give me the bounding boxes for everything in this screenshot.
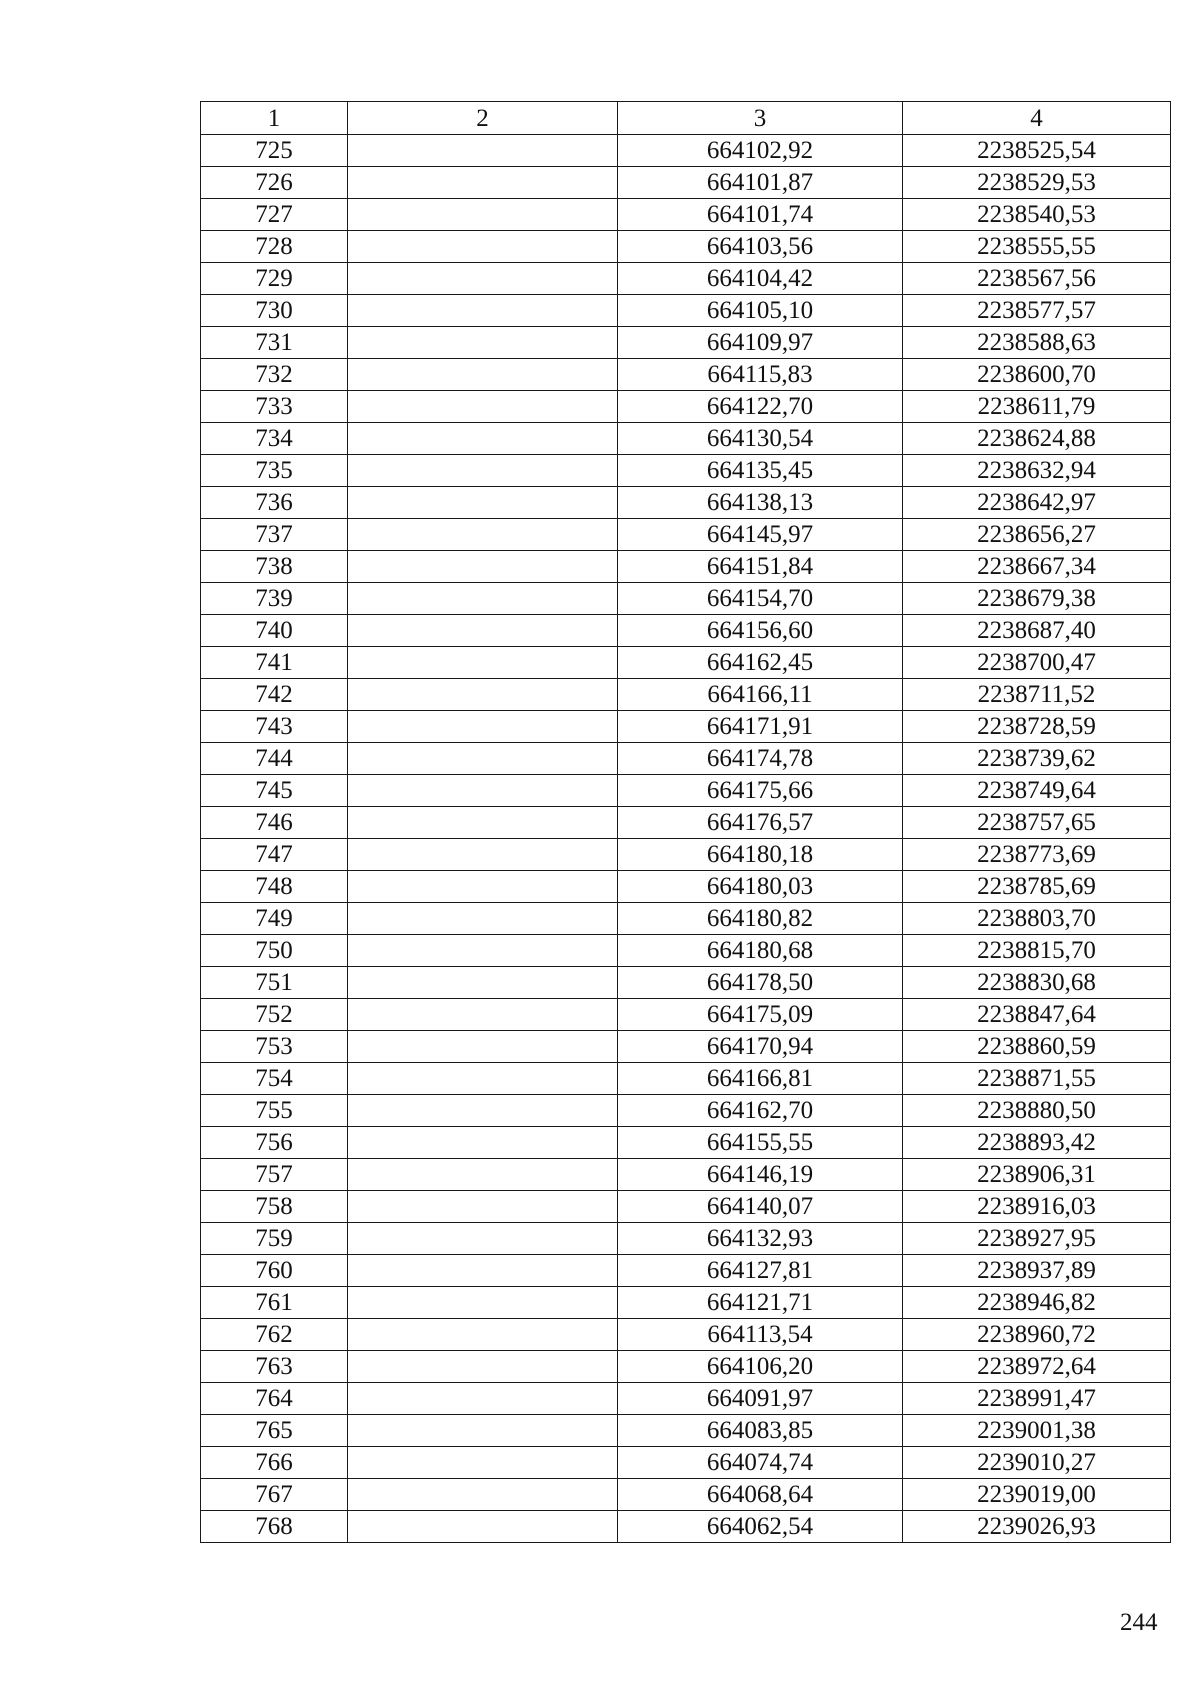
y-coordinate-cell: 2239001,38 bbox=[903, 1415, 1171, 1447]
table-row bbox=[201, 967, 1171, 999]
description-cell bbox=[348, 1159, 618, 1191]
table-row bbox=[201, 391, 1171, 423]
point-number-cell: 740 bbox=[201, 615, 348, 647]
description-cell bbox=[348, 231, 618, 263]
description-cell bbox=[348, 1127, 618, 1159]
point-number-cell: 748 bbox=[201, 871, 348, 903]
table-row bbox=[201, 807, 1171, 839]
y-coordinate-cell: 2238906,31 bbox=[903, 1159, 1171, 1191]
description-cell bbox=[348, 455, 618, 487]
x-coordinate-cell: 664104,42 bbox=[618, 263, 903, 295]
point-number-cell: 729 bbox=[201, 263, 348, 295]
y-coordinate-cell: 2238667,34 bbox=[903, 551, 1171, 583]
description-cell bbox=[348, 423, 618, 455]
table-row bbox=[201, 487, 1171, 519]
column-header-1: 1 bbox=[201, 102, 348, 135]
y-coordinate-cell: 2238847,64 bbox=[903, 999, 1171, 1031]
table-row bbox=[201, 743, 1171, 775]
point-number-cell: 743 bbox=[201, 711, 348, 743]
description-cell bbox=[348, 1063, 618, 1095]
table-row bbox=[201, 1287, 1171, 1319]
table-row bbox=[201, 135, 1171, 167]
x-coordinate-cell: 664062,54 bbox=[618, 1511, 903, 1543]
description-cell bbox=[348, 295, 618, 327]
description-cell bbox=[348, 871, 618, 903]
description-cell bbox=[348, 1287, 618, 1319]
description-cell bbox=[348, 615, 618, 647]
description-cell bbox=[348, 1447, 618, 1479]
x-coordinate-cell: 664138,13 bbox=[618, 487, 903, 519]
table-row bbox=[201, 1447, 1171, 1479]
x-coordinate-cell: 664180,03 bbox=[618, 871, 903, 903]
table-row bbox=[201, 423, 1171, 455]
point-number-cell: 737 bbox=[201, 519, 348, 551]
description-cell bbox=[348, 807, 618, 839]
description-cell bbox=[348, 935, 618, 967]
table-header bbox=[201, 102, 1171, 135]
point-number-cell: 730 bbox=[201, 295, 348, 327]
y-coordinate-cell: 2238785,69 bbox=[903, 871, 1171, 903]
description-cell bbox=[348, 487, 618, 519]
table-row bbox=[201, 1191, 1171, 1223]
description-cell bbox=[348, 1031, 618, 1063]
x-coordinate-cell: 664135,45 bbox=[618, 455, 903, 487]
table-row bbox=[201, 1351, 1171, 1383]
table-row bbox=[201, 295, 1171, 327]
y-coordinate-cell: 2239026,93 bbox=[903, 1511, 1171, 1543]
description-cell bbox=[348, 391, 618, 423]
table-row bbox=[201, 1031, 1171, 1063]
description-cell bbox=[348, 1511, 618, 1543]
y-coordinate-cell: 2238749,64 bbox=[903, 775, 1171, 807]
y-coordinate-cell: 2238927,95 bbox=[903, 1223, 1171, 1255]
y-coordinate-cell: 2238656,27 bbox=[903, 519, 1171, 551]
point-number-cell: 734 bbox=[201, 423, 348, 455]
description-cell bbox=[348, 551, 618, 583]
y-coordinate-cell: 2238860,59 bbox=[903, 1031, 1171, 1063]
point-number-cell: 735 bbox=[201, 455, 348, 487]
description-cell bbox=[348, 359, 618, 391]
x-coordinate-cell: 664091,97 bbox=[618, 1383, 903, 1415]
point-number-cell: 767 bbox=[201, 1479, 348, 1511]
table-row bbox=[201, 839, 1171, 871]
table-row bbox=[201, 615, 1171, 647]
description-cell bbox=[348, 1255, 618, 1287]
x-coordinate-cell: 664180,18 bbox=[618, 839, 903, 871]
y-coordinate-cell: 2238600,70 bbox=[903, 359, 1171, 391]
point-number-cell: 736 bbox=[201, 487, 348, 519]
y-coordinate-cell: 2239010,27 bbox=[903, 1447, 1171, 1479]
x-coordinate-cell: 664154,70 bbox=[618, 583, 903, 615]
point-number-cell: 759 bbox=[201, 1223, 348, 1255]
point-number-cell: 763 bbox=[201, 1351, 348, 1383]
y-coordinate-cell: 2238946,82 bbox=[903, 1287, 1171, 1319]
column-header-4: 4 bbox=[903, 102, 1171, 135]
x-coordinate-cell: 664178,50 bbox=[618, 967, 903, 999]
x-coordinate-cell: 664170,94 bbox=[618, 1031, 903, 1063]
y-coordinate-cell: 2238739,62 bbox=[903, 743, 1171, 775]
table-row bbox=[201, 519, 1171, 551]
point-number-cell: 765 bbox=[201, 1415, 348, 1447]
description-cell bbox=[348, 967, 618, 999]
point-number-cell: 731 bbox=[201, 327, 348, 359]
point-number-cell: 739 bbox=[201, 583, 348, 615]
x-coordinate-cell: 664156,60 bbox=[618, 615, 903, 647]
y-coordinate-cell: 2238687,40 bbox=[903, 615, 1171, 647]
table-row bbox=[201, 1479, 1171, 1511]
x-coordinate-cell: 664180,68 bbox=[618, 935, 903, 967]
x-coordinate-cell: 664140,07 bbox=[618, 1191, 903, 1223]
y-coordinate-cell: 2238711,52 bbox=[903, 679, 1171, 711]
description-cell bbox=[348, 1319, 618, 1351]
x-coordinate-cell: 664101,87 bbox=[618, 167, 903, 199]
description-cell bbox=[348, 519, 618, 551]
point-number-cell: 755 bbox=[201, 1095, 348, 1127]
x-coordinate-cell: 664106,20 bbox=[618, 1351, 903, 1383]
header-row bbox=[201, 102, 1171, 135]
x-coordinate-cell: 664166,11 bbox=[618, 679, 903, 711]
description-cell bbox=[348, 1383, 618, 1415]
table-row bbox=[201, 871, 1171, 903]
x-coordinate-cell: 664162,45 bbox=[618, 647, 903, 679]
x-coordinate-cell: 664127,81 bbox=[618, 1255, 903, 1287]
table-row bbox=[201, 935, 1171, 967]
point-number-cell: 758 bbox=[201, 1191, 348, 1223]
y-coordinate-cell: 2238529,53 bbox=[903, 167, 1171, 199]
x-coordinate-cell: 664115,83 bbox=[618, 359, 903, 391]
point-number-cell: 742 bbox=[201, 679, 348, 711]
table-row bbox=[201, 1255, 1171, 1287]
x-coordinate-cell: 664162,70 bbox=[618, 1095, 903, 1127]
point-number-cell: 766 bbox=[201, 1447, 348, 1479]
x-coordinate-cell: 664122,70 bbox=[618, 391, 903, 423]
table-row bbox=[201, 583, 1171, 615]
description-cell bbox=[348, 135, 618, 167]
description-cell bbox=[348, 1095, 618, 1127]
table-row bbox=[201, 1095, 1171, 1127]
point-number-cell: 750 bbox=[201, 935, 348, 967]
table-row bbox=[201, 327, 1171, 359]
description-cell bbox=[348, 263, 618, 295]
x-coordinate-cell: 664068,64 bbox=[618, 1479, 903, 1511]
table-row bbox=[201, 999, 1171, 1031]
y-coordinate-cell: 2239019,00 bbox=[903, 1479, 1171, 1511]
column-header-2: 2 bbox=[348, 102, 618, 135]
y-coordinate-cell: 2238893,42 bbox=[903, 1127, 1171, 1159]
table-row bbox=[201, 551, 1171, 583]
table-row bbox=[201, 1319, 1171, 1351]
y-coordinate-cell: 2238871,55 bbox=[903, 1063, 1171, 1095]
description-cell bbox=[348, 327, 618, 359]
point-number-cell: 751 bbox=[201, 967, 348, 999]
y-coordinate-cell: 2238679,38 bbox=[903, 583, 1171, 615]
point-number-cell: 738 bbox=[201, 551, 348, 583]
point-number-cell: 746 bbox=[201, 807, 348, 839]
y-coordinate-cell: 2238632,94 bbox=[903, 455, 1171, 487]
table-row bbox=[201, 1383, 1171, 1415]
x-coordinate-cell: 664121,71 bbox=[618, 1287, 903, 1319]
description-cell bbox=[348, 679, 618, 711]
description-cell bbox=[348, 167, 618, 199]
x-coordinate-cell: 664174,78 bbox=[618, 743, 903, 775]
point-number-cell: 728 bbox=[201, 231, 348, 263]
y-coordinate-cell: 2238830,68 bbox=[903, 967, 1171, 999]
table-row bbox=[201, 199, 1171, 231]
y-coordinate-cell: 2238972,64 bbox=[903, 1351, 1171, 1383]
y-coordinate-cell: 2238540,53 bbox=[903, 199, 1171, 231]
table-row bbox=[201, 1511, 1171, 1543]
x-coordinate-cell: 664175,09 bbox=[618, 999, 903, 1031]
point-number-cell: 761 bbox=[201, 1287, 348, 1319]
y-coordinate-cell: 2238642,97 bbox=[903, 487, 1171, 519]
point-number-cell: 760 bbox=[201, 1255, 348, 1287]
point-number-cell: 726 bbox=[201, 167, 348, 199]
y-coordinate-cell: 2238525,54 bbox=[903, 135, 1171, 167]
y-coordinate-cell: 2238815,70 bbox=[903, 935, 1171, 967]
description-cell bbox=[348, 199, 618, 231]
table-row bbox=[201, 263, 1171, 295]
description-cell bbox=[348, 1351, 618, 1383]
description-cell bbox=[348, 775, 618, 807]
point-number-cell: 732 bbox=[201, 359, 348, 391]
point-number-cell: 757 bbox=[201, 1159, 348, 1191]
description-cell bbox=[348, 903, 618, 935]
point-number-cell: 753 bbox=[201, 1031, 348, 1063]
point-number-cell: 768 bbox=[201, 1511, 348, 1543]
point-number-cell: 749 bbox=[201, 903, 348, 935]
column-header-3: 3 bbox=[618, 102, 903, 135]
table-row bbox=[201, 903, 1171, 935]
point-number-cell: 747 bbox=[201, 839, 348, 871]
x-coordinate-cell: 664109,97 bbox=[618, 327, 903, 359]
point-number-cell: 733 bbox=[201, 391, 348, 423]
point-number-cell: 754 bbox=[201, 1063, 348, 1095]
x-coordinate-cell: 664132,93 bbox=[618, 1223, 903, 1255]
x-coordinate-cell: 664113,54 bbox=[618, 1319, 903, 1351]
y-coordinate-cell: 2238757,65 bbox=[903, 807, 1171, 839]
y-coordinate-cell: 2238916,03 bbox=[903, 1191, 1171, 1223]
coordinates-table bbox=[200, 101, 1171, 1543]
y-coordinate-cell: 2238960,72 bbox=[903, 1319, 1171, 1351]
table-row bbox=[201, 167, 1171, 199]
point-number-cell: 725 bbox=[201, 135, 348, 167]
x-coordinate-cell: 664176,57 bbox=[618, 807, 903, 839]
description-cell bbox=[348, 839, 618, 871]
x-coordinate-cell: 664102,92 bbox=[618, 135, 903, 167]
x-coordinate-cell: 664145,97 bbox=[618, 519, 903, 551]
table-row bbox=[201, 1063, 1171, 1095]
y-coordinate-cell: 2238700,47 bbox=[903, 647, 1171, 679]
x-coordinate-cell: 664175,66 bbox=[618, 775, 903, 807]
description-cell bbox=[348, 583, 618, 615]
table-row bbox=[201, 1159, 1171, 1191]
y-coordinate-cell: 2238728,59 bbox=[903, 711, 1171, 743]
x-coordinate-cell: 664171,91 bbox=[618, 711, 903, 743]
page-number: 244 bbox=[1120, 1609, 1158, 1636]
point-number-cell: 762 bbox=[201, 1319, 348, 1351]
table-row bbox=[201, 679, 1171, 711]
y-coordinate-cell: 2238803,70 bbox=[903, 903, 1171, 935]
x-coordinate-cell: 664074,74 bbox=[618, 1447, 903, 1479]
point-number-cell: 752 bbox=[201, 999, 348, 1031]
y-coordinate-cell: 2238577,57 bbox=[903, 295, 1171, 327]
description-cell bbox=[348, 1191, 618, 1223]
point-number-cell: 756 bbox=[201, 1127, 348, 1159]
table-row bbox=[201, 231, 1171, 263]
y-coordinate-cell: 2238880,50 bbox=[903, 1095, 1171, 1127]
table-row bbox=[201, 455, 1171, 487]
y-coordinate-cell: 2238624,88 bbox=[903, 423, 1171, 455]
table-row bbox=[201, 775, 1171, 807]
x-coordinate-cell: 664166,81 bbox=[618, 1063, 903, 1095]
y-coordinate-cell: 2238588,63 bbox=[903, 327, 1171, 359]
x-coordinate-cell: 664105,10 bbox=[618, 295, 903, 327]
x-coordinate-cell: 664180,82 bbox=[618, 903, 903, 935]
x-coordinate-cell: 664083,85 bbox=[618, 1415, 903, 1447]
description-cell bbox=[348, 1479, 618, 1511]
x-coordinate-cell: 664151,84 bbox=[618, 551, 903, 583]
x-coordinate-cell: 664146,19 bbox=[618, 1159, 903, 1191]
table-row bbox=[201, 711, 1171, 743]
x-coordinate-cell: 664101,74 bbox=[618, 199, 903, 231]
y-coordinate-cell: 2238611,79 bbox=[903, 391, 1171, 423]
table-row bbox=[201, 1415, 1171, 1447]
description-cell bbox=[348, 999, 618, 1031]
y-coordinate-cell: 2238991,47 bbox=[903, 1383, 1171, 1415]
table-body bbox=[201, 135, 1171, 1543]
description-cell bbox=[348, 1223, 618, 1255]
point-number-cell: 727 bbox=[201, 199, 348, 231]
description-cell bbox=[348, 647, 618, 679]
y-coordinate-cell: 2238555,55 bbox=[903, 231, 1171, 263]
y-coordinate-cell: 2238567,56 bbox=[903, 263, 1171, 295]
point-number-cell: 741 bbox=[201, 647, 348, 679]
table-row bbox=[201, 1223, 1171, 1255]
y-coordinate-cell: 2238937,89 bbox=[903, 1255, 1171, 1287]
point-number-cell: 764 bbox=[201, 1383, 348, 1415]
description-cell bbox=[348, 743, 618, 775]
table-row bbox=[201, 1127, 1171, 1159]
description-cell bbox=[348, 1415, 618, 1447]
x-coordinate-cell: 664103,56 bbox=[618, 231, 903, 263]
table-row bbox=[201, 647, 1171, 679]
y-coordinate-cell: 2238773,69 bbox=[903, 839, 1171, 871]
point-number-cell: 745 bbox=[201, 775, 348, 807]
table-row bbox=[201, 359, 1171, 391]
x-coordinate-cell: 664155,55 bbox=[618, 1127, 903, 1159]
point-number-cell: 744 bbox=[201, 743, 348, 775]
x-coordinate-cell: 664130,54 bbox=[618, 423, 903, 455]
description-cell bbox=[348, 711, 618, 743]
